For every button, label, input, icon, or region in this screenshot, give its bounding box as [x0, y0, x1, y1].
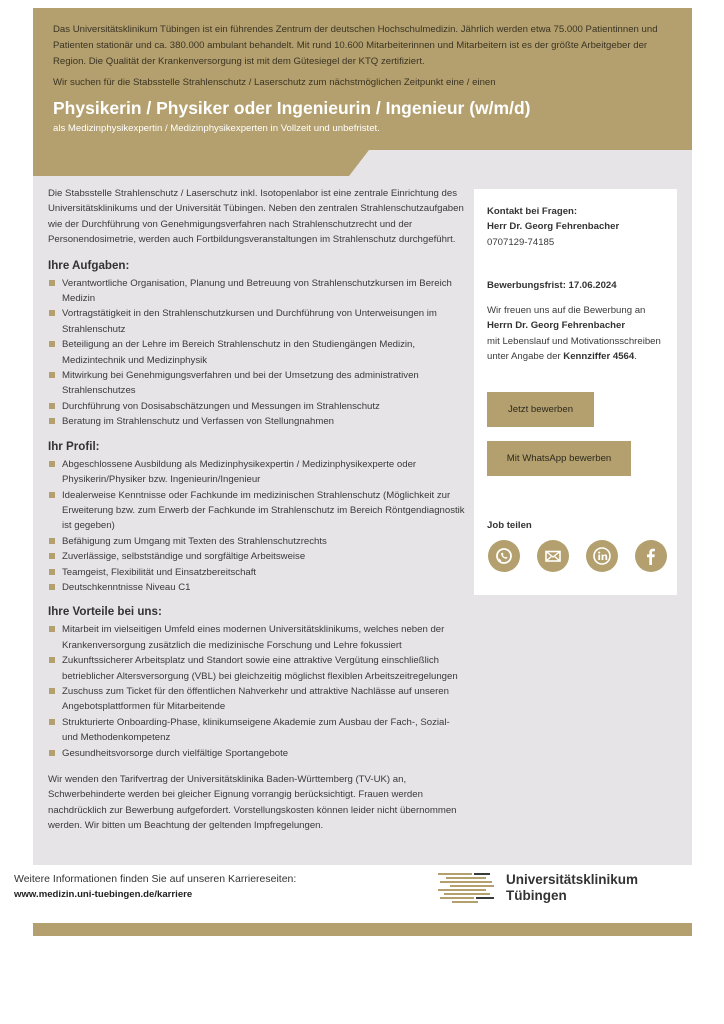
list-item: Verantwortliche Organisation, Planung und Betreuung von Strahlenschutzkursen im Bereich Medizin [48, 276, 468, 307]
benefits-heading: Ihre Vorteile bei uns: [48, 605, 162, 619]
logo-wordmark: Universitätsklinikum Tübingen [506, 872, 639, 903]
bullet-square [49, 569, 55, 575]
bullet-square [49, 750, 55, 756]
facebook-icon[interactable] [635, 540, 667, 572]
bullet-square [49, 418, 55, 424]
list-item: Beratung im Strahlenschutz und Verfassen von Stellungnahmen [48, 414, 468, 429]
apply-button[interactable]: Jetzt bewerben [487, 392, 594, 427]
bullet-square [49, 280, 55, 286]
list-item: Zuschuss zum Ticket für den öffentlichen Nahverkehr und attraktive Nachlässe auf unseren Angebotsplattformen für Mitarbeitende [48, 684, 468, 715]
contact-phone: 0707129-74185 [487, 236, 555, 248]
list-item: Beteiligung an der Lehre im Bereich Strahlenschutz in den Studiengängen Medizin, Medizintechnik und Medizinphysik [48, 337, 468, 368]
list-item: Durchführung von Dosisabschätzungen und Messungen im Strahlenschutz [48, 399, 468, 414]
list-item: Zuverlässige, selbstständige und sorgfältige Arbeitsweise [48, 549, 468, 564]
closing-text: Wir wenden den Tarifvertrag der Universitätsklinika Baden-Württemberg (TV-UK) an, Schwerbehinderte werden bei gleicher Eignung vorrangig berücksichtigt. Frauen werden nachdrücklich zur Bewerbung aufgefordert. Vorstellungskosten können leider nicht übernommen werden. Wir bitten um Beachtung der geltenden Impfregelungen. [48, 774, 457, 832]
list-item: Befähigung zum Umgang mit Texten des Strahlenschutzrechts [48, 534, 468, 549]
tasks-list [48, 276, 468, 430]
list-item: Teamgeist, Flexibilität und Einsatzbereitschaft [48, 565, 468, 580]
bullet-square [49, 461, 55, 467]
job-posting-page [33, 8, 692, 936]
footer-bar [33, 923, 692, 936]
bullet-square [49, 584, 55, 590]
list-item: Strukturierte Onboarding-Phase, klinikumseigene Akademie zum Ausbau der Fach-, Sozial- und Methodenkompetenz [48, 715, 468, 746]
bullet-square [49, 310, 55, 316]
more-info-text: Weitere Informationen finden Sie auf unseren Karriereseiten: [14, 873, 297, 885]
reference-number: Kennziffer 4564 [563, 351, 635, 363]
linkedin-icon[interactable] [586, 540, 618, 572]
bullet-square [49, 657, 55, 663]
university-hospital-logo [436, 870, 652, 906]
bullet-square [49, 492, 55, 498]
application-contact-name: Herrn Dr. Georg Fehrenbacher [487, 320, 626, 332]
whatsapp-icon[interactable] [488, 540, 520, 572]
mail-icon[interactable] [537, 540, 569, 572]
tasks-heading: Ihre Aufgaben: [48, 258, 130, 272]
contact-heading: Kontakt bei Fragen: [487, 206, 578, 217]
bullet-square [49, 403, 55, 409]
main-content [48, 186, 468, 834]
profile-list [48, 457, 468, 596]
list-item: Deutschkenntnisse Niveau C1 [48, 580, 468, 595]
list-item: Abgeschlossene Ausbildung als Medizinphysikexpertin / Medizinphysikexperte oder Physikerin/Physiker bzw. Ingenieurin/Ingenieur [48, 457, 468, 488]
application-info: Wir freuen uns auf die Bewerbung an Herrn Dr. Georg Fehrenbacher mit Lebenslauf und Motivationsschreiben unter Angabe der Kennziffer 4564. [487, 305, 661, 363]
list-item: Mitarbeit im vielseitigen Umfeld eines modernen Universitätsklinikums, welches neben der Krankenversorgung zusätzlich die medizinische Forschung und Lehre fokussiert [48, 622, 468, 653]
profile-heading: Ihr Profil: [48, 439, 100, 453]
bullet-square [49, 626, 55, 632]
career-link[interactable]: www.medizin.uni-tuebingen.de/karriere [14, 889, 193, 900]
share-icons [488, 540, 668, 572]
bullet-square [49, 538, 55, 544]
benefits-list [48, 622, 468, 761]
list-item: Zukunftssicherer Arbeitsplatz und Standort sowie eine attraktive Vergütung einschließlich betrieblicher Altersversorgung (VBL) bei gleichzeitig möglichst flexiblen Arbeitszeitregelungen [48, 653, 468, 684]
deadline: Bewerbungsfrist: 17.06.2024 [487, 280, 617, 291]
bullet-square [49, 372, 55, 378]
logo-emblem-icon [436, 870, 500, 906]
contact-block [487, 204, 672, 250]
intro-text: Das Universitätsklinikum Tübingen ist ein führendes Zentrum der deutschen Hochschulmedizin. Jährlich werden etwa 75.000 Patientinnen und Patienten stationär und ca. 380.000 ambulant behandelt. Mit rund 10.600 Mitarbeiterinnen und Mitarbeitern ist es der größte Arbeitgeber der Region. Die Qualität der Krankenversorgung ist mit dem Gütesiegel der KTQ zertifiziert. [53, 24, 658, 67]
list-item: Mitwirkung bei Genehmigungsverfahren und bei der Umsetzung des administrativen Strahlenschutzes [48, 368, 468, 399]
list-item: Gesundheitsvorsorge durch vielfältige Sportangebote [48, 746, 468, 761]
bullet-square [49, 341, 55, 347]
list-item: Idealerweise Kenntnisse oder Fachkunde im medizinischen Strahlenschutz (Möglichkeit zur Erweiterung bzw. zum Erwerb der Fachkunde im Strahlenschutz im Bereich Röntgendiagnostik ist gegeben) [48, 488, 468, 534]
job-title: Physikerin / Physiker oder Ingenieurin / Ingenieur (w/m/d) [53, 98, 531, 118]
header-diagonal-cut [33, 150, 692, 176]
list-item: Vortragstätigkeit in den Strahlenschutzkursen und Durchführung von Unterweisungen im Strahlenschutz [48, 306, 468, 337]
bullet-square [49, 688, 55, 694]
bullet-square [49, 553, 55, 559]
contact-name: Herr Dr. Georg Fehrenbacher [487, 221, 620, 233]
share-heading: Job teilen [487, 520, 532, 531]
job-subtitle: als Medizinphysikexpertin / Medizinphysikexperten in Vollzeit und unbefristet. [53, 123, 380, 134]
search-line: Wir suchen für die Stabsstelle Strahlenschutz / Laserschutz zum nächstmöglichen Zeitpunkt eine / einen [53, 77, 496, 88]
department-description: Die Stabsstelle Strahlenschutz / Laserschutz inkl. Isotopenlabor ist eine zentrale Einrichtung des Universitätsklinikums und der Universität Tübingen. Neben den zentralen Strahlenschutzaufgaben wie der Durchführung von Genehmigungsverfahren nach Strahlenschutzrecht und der Personendosimetrie, werden auch Fortbildungsveranstaltungen im Strahlenschutz durchgeführt. [48, 188, 464, 246]
whatsapp-apply-button[interactable]: Mit WhatsApp bewerben [487, 441, 631, 476]
bullet-square [49, 719, 55, 725]
